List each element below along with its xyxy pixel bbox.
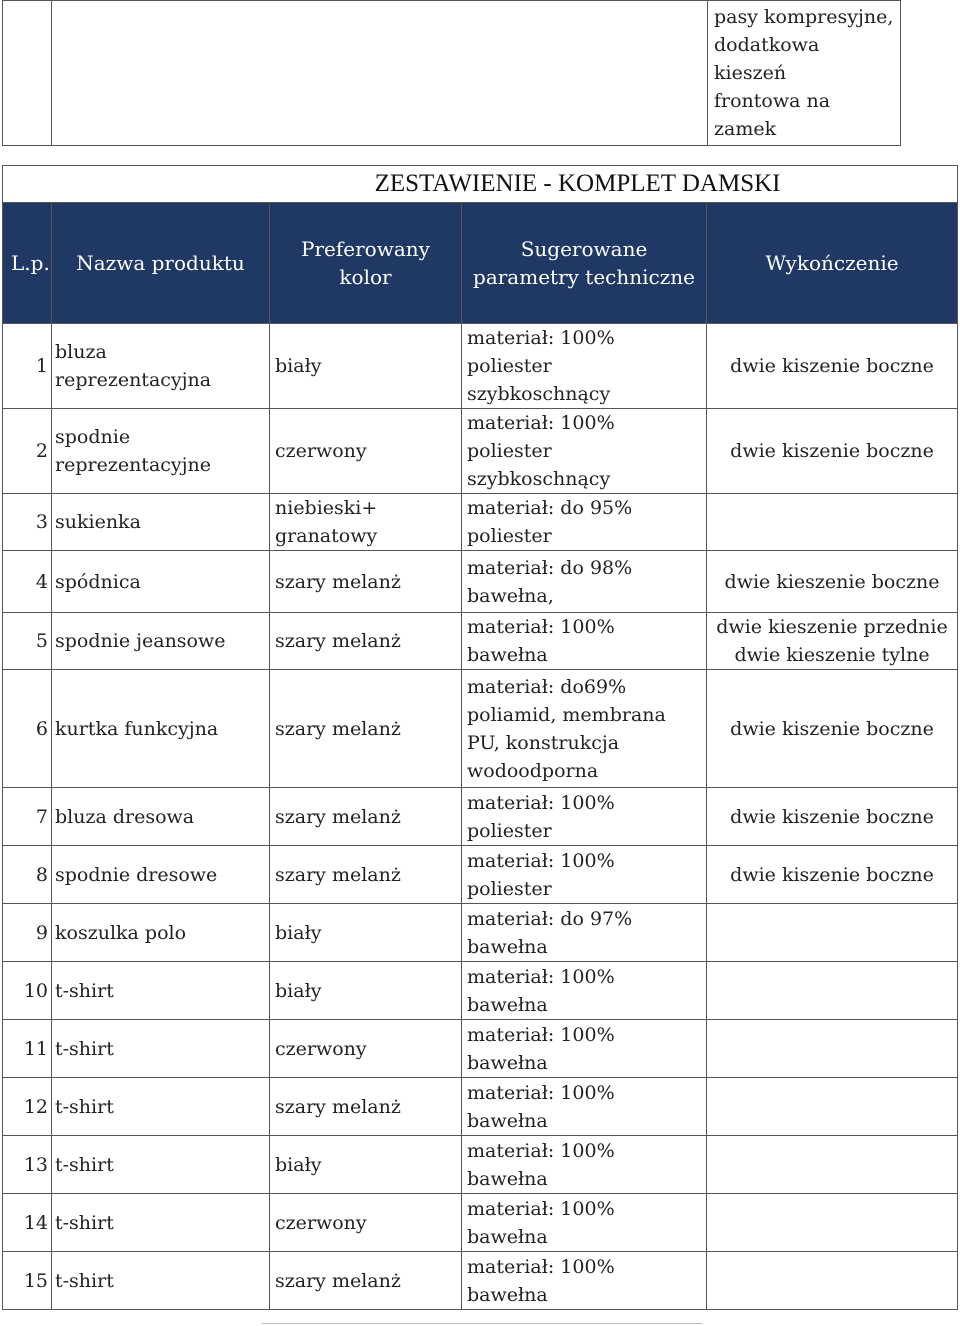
table-row <box>3 1252 958 1310</box>
header-params: Sugerowane parametry techniczne <box>462 203 707 324</box>
product-table <box>2 165 958 1310</box>
row-params: materiał: 100% bawełna <box>462 1194 707 1252</box>
row-product-name: spodnie reprezentacyjne <box>52 409 270 494</box>
row-color: czerwony <box>270 1194 462 1252</box>
row-number: 5 <box>3 613 52 670</box>
table-row <box>3 670 958 788</box>
table-row <box>3 494 958 551</box>
row-color: szary melanż <box>270 670 462 788</box>
table-row <box>3 1078 958 1136</box>
table-row <box>3 962 958 1020</box>
footer-divider <box>262 1323 702 1324</box>
row-color: szary melanż <box>270 613 462 670</box>
row-product-name: spodnie jeansowe <box>52 613 270 670</box>
row-number: 12 <box>3 1078 52 1136</box>
row-number: 8 <box>3 846 52 904</box>
row-product-name: koszulka polo <box>52 904 270 962</box>
table-row <box>3 1020 958 1078</box>
table-row <box>3 551 958 613</box>
table-row <box>3 904 958 962</box>
fragment-finish-cell <box>708 1 901 146</box>
row-finish: dwie kiszenie boczne <box>707 409 958 494</box>
row-params: materiał: 100% poliester szybkoschnący <box>462 409 707 494</box>
table-title: ZESTAWIENIE - KOMPLET DAMSKI <box>3 166 958 203</box>
header-lp: L.p. <box>3 203 52 324</box>
row-product-name: bluza dresowa <box>52 788 270 846</box>
row-params: materiał: 100% poliester szybkoschnący <box>462 324 707 409</box>
table-row <box>3 846 958 904</box>
row-product-name: spodnie dresowe <box>52 846 270 904</box>
row-product-name: t-shirt <box>52 1020 270 1078</box>
row-color: biały <box>270 904 462 962</box>
row-color: biały <box>270 324 462 409</box>
row-params: materiał: 100% bawełna <box>462 613 707 670</box>
row-product-name: sukienka <box>52 494 270 551</box>
row-product-name: t-shirt <box>52 1194 270 1252</box>
row-finish <box>707 494 958 551</box>
row-number: 10 <box>3 962 52 1020</box>
row-color: biały <box>270 962 462 1020</box>
row-finish: dwie kiszenie boczne <box>707 788 958 846</box>
row-number: 6 <box>3 670 52 788</box>
fragment-finish-text: pasy kompresyjne, dodatkowa kieszeń frontowa na zamek <box>714 6 894 140</box>
row-product-name: bluza reprezentacyjna <box>52 324 270 409</box>
row-params: materiał: do 98% bawełna, <box>462 551 707 613</box>
row-product-name: t-shirt <box>52 1078 270 1136</box>
row-color: czerwony <box>270 1020 462 1078</box>
row-color: czerwony <box>270 409 462 494</box>
row-color: szary melanż <box>270 1252 462 1310</box>
row-product-name: t-shirt <box>52 1136 270 1194</box>
row-params: materiał: 100% bawełna <box>462 1136 707 1194</box>
row-finish: dwie kiszenie boczne <box>707 670 958 788</box>
row-finish <box>707 1136 958 1194</box>
row-params: materiał: 100% poliester <box>462 788 707 846</box>
row-product-name: t-shirt <box>52 1252 270 1310</box>
row-params: materiał: do69% poliamid, membrana PU, konstrukcja wodoodporna <box>462 670 707 788</box>
table-row <box>3 409 958 494</box>
row-color: szary melanż <box>270 846 462 904</box>
row-params: materiał: do 95% poliester <box>462 494 707 551</box>
row-finish <box>707 1194 958 1252</box>
table-row <box>3 788 958 846</box>
row-color: szary melanż <box>270 1078 462 1136</box>
row-finish: dwie kieszenie przednie dwie kieszenie tylne <box>707 613 958 670</box>
row-params: materiał: 100% bawełna <box>462 1252 707 1310</box>
row-params: materiał: 100% poliester <box>462 846 707 904</box>
row-number: 1 <box>3 324 52 409</box>
header-name: Nazwa produktu <box>52 203 270 324</box>
row-number: 14 <box>3 1194 52 1252</box>
table-row <box>3 613 958 670</box>
row-number: 3 <box>3 494 52 551</box>
row-params: materiał: 100% bawełna <box>462 1078 707 1136</box>
row-number: 13 <box>3 1136 52 1194</box>
row-finish: dwie kiszenie boczne <box>707 846 958 904</box>
row-finish <box>707 1020 958 1078</box>
row-finish: dwie kieszenie boczne <box>707 551 958 613</box>
fragment-empty-cell <box>52 1 708 146</box>
table-row <box>3 1136 958 1194</box>
row-product-name: spódnica <box>52 551 270 613</box>
row-params: materiał: do 97% bawełna <box>462 904 707 962</box>
row-number: 9 <box>3 904 52 962</box>
row-number: 4 <box>3 551 52 613</box>
table-row <box>3 1194 958 1252</box>
row-product-name: kurtka funkcyjna <box>52 670 270 788</box>
row-finish <box>707 904 958 962</box>
row-finish <box>707 1078 958 1136</box>
row-color: niebieski+ granatowy <box>270 494 462 551</box>
row-number: 7 <box>3 788 52 846</box>
table-row <box>3 324 958 409</box>
row-finish <box>707 1252 958 1310</box>
previous-table-fragment <box>2 0 901 146</box>
header-finish: Wykończenie <box>707 203 958 324</box>
row-color: szary melanż <box>270 551 462 613</box>
row-params: materiał: 100% bawełna <box>462 962 707 1020</box>
row-number: 15 <box>3 1252 52 1310</box>
row-finish: dwie kiszenie boczne <box>707 324 958 409</box>
row-params: materiał: 100% bawełna <box>462 1020 707 1078</box>
row-number: 11 <box>3 1020 52 1078</box>
row-number: 2 <box>3 409 52 494</box>
row-color: szary melanż <box>270 788 462 846</box>
row-color: biały <box>270 1136 462 1194</box>
header-color: Preferowany kolor <box>270 203 462 324</box>
row-finish <box>707 962 958 1020</box>
row-product-name: t-shirt <box>52 962 270 1020</box>
fragment-empty-cell <box>3 1 52 146</box>
